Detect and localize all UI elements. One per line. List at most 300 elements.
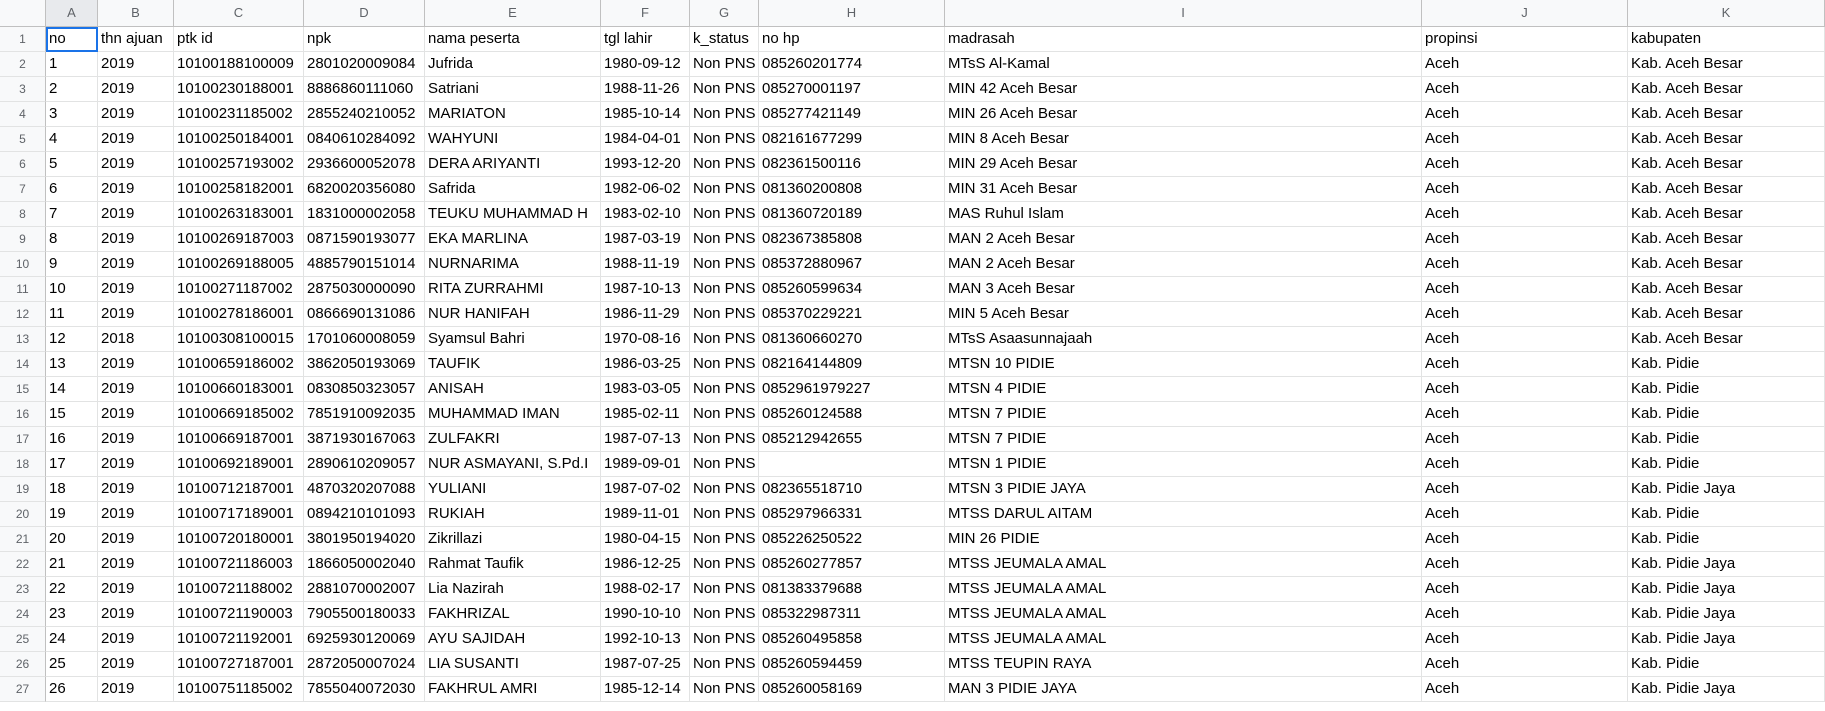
- data-cell[interactable]: 085212942655: [759, 427, 945, 452]
- data-cell[interactable]: 1701060008059: [304, 327, 425, 352]
- data-cell[interactable]: 10100231185002: [174, 102, 304, 127]
- data-cell[interactable]: Aceh: [1422, 502, 1628, 527]
- data-cell[interactable]: 1993-12-20: [601, 152, 690, 177]
- row-number[interactable]: 15: [0, 377, 46, 402]
- data-cell[interactable]: Kab. Pidie: [1628, 527, 1825, 552]
- data-cell[interactable]: Satriani: [425, 77, 601, 102]
- data-cell[interactable]: 2881070002007: [304, 577, 425, 602]
- data-cell[interactable]: Non PNS: [690, 152, 759, 177]
- data-cell[interactable]: NUR HANIFAH: [425, 302, 601, 327]
- data-cell[interactable]: MIN 26 PIDIE: [945, 527, 1422, 552]
- row-number[interactable]: 9: [0, 227, 46, 252]
- data-cell[interactable]: Jufrida: [425, 52, 601, 77]
- row-number[interactable]: 26: [0, 652, 46, 677]
- data-cell[interactable]: 26: [46, 677, 98, 702]
- data-cell[interactable]: EKA MARLINA: [425, 227, 601, 252]
- data-cell[interactable]: Non PNS: [690, 177, 759, 202]
- data-cell[interactable]: 4870320207088: [304, 477, 425, 502]
- data-cell[interactable]: AYU SAJIDAH: [425, 627, 601, 652]
- data-cell[interactable]: MTSN 1 PIDIE: [945, 452, 1422, 477]
- data-cell[interactable]: 1985-10-14: [601, 102, 690, 127]
- column-header-j[interactable]: J: [1422, 0, 1628, 27]
- data-cell[interactable]: Kab. Pidie: [1628, 377, 1825, 402]
- data-cell[interactable]: Non PNS: [690, 277, 759, 302]
- data-cell[interactable]: 7851910092035: [304, 402, 425, 427]
- data-cell[interactable]: 10100721186003: [174, 552, 304, 577]
- data-cell[interactable]: Non PNS: [690, 227, 759, 252]
- data-cell[interactable]: 3862050193069: [304, 352, 425, 377]
- data-cell[interactable]: 6: [46, 177, 98, 202]
- row-number[interactable]: 27: [0, 677, 46, 702]
- data-cell[interactable]: Kab. Aceh Besar: [1628, 252, 1825, 277]
- data-cell[interactable]: 10100669187001: [174, 427, 304, 452]
- data-cell[interactable]: Kab. Aceh Besar: [1628, 77, 1825, 102]
- data-cell[interactable]: 10100660183001: [174, 377, 304, 402]
- data-cell[interactable]: 085372880967: [759, 252, 945, 277]
- data-cell[interactable]: MTSS TEUPIN RAYA: [945, 652, 1422, 677]
- data-cell[interactable]: 1987-10-13: [601, 277, 690, 302]
- data-cell[interactable]: MARIATON: [425, 102, 601, 127]
- data-cell[interactable]: 2019: [98, 302, 174, 327]
- data-cell[interactable]: 1986-03-25: [601, 352, 690, 377]
- row-number[interactable]: 6: [0, 152, 46, 177]
- data-cell[interactable]: 1980-09-12: [601, 52, 690, 77]
- data-cell[interactable]: MIN 29 Aceh Besar: [945, 152, 1422, 177]
- data-cell[interactable]: 10100250184001: [174, 127, 304, 152]
- data-cell[interactable]: MTSN 7 PIDIE: [945, 427, 1422, 452]
- row-number[interactable]: 4: [0, 102, 46, 127]
- row-number[interactable]: 17: [0, 427, 46, 452]
- data-cell[interactable]: Non PNS: [690, 602, 759, 627]
- data-cell[interactable]: 22: [46, 577, 98, 602]
- data-cell[interactable]: Aceh: [1422, 102, 1628, 127]
- data-cell[interactable]: 2872050007024: [304, 652, 425, 677]
- row-number[interactable]: 7: [0, 177, 46, 202]
- data-cell[interactable]: 3801950194020: [304, 527, 425, 552]
- data-cell[interactable]: 0894210101093: [304, 502, 425, 527]
- data-cell[interactable]: 10100269188005: [174, 252, 304, 277]
- row-number[interactable]: 24: [0, 602, 46, 627]
- data-cell[interactable]: 10100692189001: [174, 452, 304, 477]
- row-number[interactable]: 18: [0, 452, 46, 477]
- data-cell[interactable]: MUHAMMAD IMAN: [425, 402, 601, 427]
- data-cell[interactable]: MAN 2 Aceh Besar: [945, 252, 1422, 277]
- data-cell[interactable]: 1988-11-26: [601, 77, 690, 102]
- data-cell[interactable]: 10100230188001: [174, 77, 304, 102]
- data-cell[interactable]: Kab. Aceh Besar: [1628, 52, 1825, 77]
- data-cell[interactable]: Lia Nazirah: [425, 577, 601, 602]
- row-number[interactable]: 25: [0, 627, 46, 652]
- column-title-cell[interactable]: npk: [304, 27, 425, 52]
- row-number[interactable]: 8: [0, 202, 46, 227]
- column-title-cell[interactable]: k_status: [690, 27, 759, 52]
- data-cell[interactable]: Aceh: [1422, 127, 1628, 152]
- data-cell[interactable]: 10: [46, 277, 98, 302]
- data-cell[interactable]: 082365518710: [759, 477, 945, 502]
- column-header-b[interactable]: B: [98, 0, 174, 27]
- data-cell[interactable]: Kab. Pidie Jaya: [1628, 477, 1825, 502]
- data-cell[interactable]: Kab. Pidie: [1628, 452, 1825, 477]
- data-cell[interactable]: 2855240210052: [304, 102, 425, 127]
- column-header-c[interactable]: C: [174, 0, 304, 27]
- data-cell[interactable]: Non PNS: [690, 477, 759, 502]
- data-cell[interactable]: Non PNS: [690, 527, 759, 552]
- data-cell[interactable]: 082164144809: [759, 352, 945, 377]
- data-cell[interactable]: MAN 3 PIDIE JAYA: [945, 677, 1422, 702]
- data-cell[interactable]: 1988-02-17: [601, 577, 690, 602]
- data-cell[interactable]: 085297966331: [759, 502, 945, 527]
- column-title-cell[interactable]: tgl lahir: [601, 27, 690, 52]
- data-cell[interactable]: Rahmat Taufik: [425, 552, 601, 577]
- data-cell[interactable]: MTSS JEUMALA AMAL: [945, 602, 1422, 627]
- row-number[interactable]: 16: [0, 402, 46, 427]
- data-cell[interactable]: 1987-07-13: [601, 427, 690, 452]
- data-cell[interactable]: 1987-07-02: [601, 477, 690, 502]
- row-number[interactable]: 10: [0, 252, 46, 277]
- data-cell[interactable]: Aceh: [1422, 402, 1628, 427]
- data-cell[interactable]: 9: [46, 252, 98, 277]
- data-cell[interactable]: RITA ZURRAHMI: [425, 277, 601, 302]
- data-cell[interactable]: Syamsul Bahri: [425, 327, 601, 352]
- data-cell[interactable]: Kab. Pidie Jaya: [1628, 677, 1825, 702]
- data-cell[interactable]: 1989-11-01: [601, 502, 690, 527]
- data-cell[interactable]: 1986-12-25: [601, 552, 690, 577]
- data-cell[interactable]: Non PNS: [690, 302, 759, 327]
- data-cell[interactable]: 2019: [98, 452, 174, 477]
- data-cell[interactable]: MTSS JEUMALA AMAL: [945, 577, 1422, 602]
- data-cell[interactable]: RUKIAH: [425, 502, 601, 527]
- data-cell[interactable]: 17: [46, 452, 98, 477]
- data-cell[interactable]: Non PNS: [690, 502, 759, 527]
- column-title-cell[interactable]: propinsi: [1422, 27, 1628, 52]
- data-cell[interactable]: FAKHRIZAL: [425, 602, 601, 627]
- data-cell[interactable]: 085370229221: [759, 302, 945, 327]
- data-cell[interactable]: 25: [46, 652, 98, 677]
- data-cell[interactable]: 081383379688: [759, 577, 945, 602]
- row-number[interactable]: 22: [0, 552, 46, 577]
- data-cell[interactable]: Non PNS: [690, 327, 759, 352]
- data-cell[interactable]: 10100308100015: [174, 327, 304, 352]
- data-cell[interactable]: 10100257193002: [174, 152, 304, 177]
- data-cell[interactable]: Aceh: [1422, 427, 1628, 452]
- data-cell[interactable]: Aceh: [1422, 202, 1628, 227]
- data-cell[interactable]: 2019: [98, 127, 174, 152]
- row-number[interactable]: 3: [0, 77, 46, 102]
- data-cell[interactable]: 15: [46, 402, 98, 427]
- data-cell[interactable]: 6820020356080: [304, 177, 425, 202]
- data-cell[interactable]: 16: [46, 427, 98, 452]
- data-cell[interactable]: 10100720180001: [174, 527, 304, 552]
- data-cell[interactable]: Kab. Aceh Besar: [1628, 227, 1825, 252]
- data-cell[interactable]: 2: [46, 77, 98, 102]
- data-cell[interactable]: 18: [46, 477, 98, 502]
- data-cell[interactable]: 10100278186001: [174, 302, 304, 327]
- row-number[interactable]: 23: [0, 577, 46, 602]
- column-title-cell[interactable]: ptk id: [174, 27, 304, 52]
- data-cell[interactable]: Aceh: [1422, 652, 1628, 677]
- data-cell[interactable]: 2875030000090: [304, 277, 425, 302]
- data-cell[interactable]: 10100188100009: [174, 52, 304, 77]
- data-cell[interactable]: 085260599634: [759, 277, 945, 302]
- data-cell[interactable]: 10100721188002: [174, 577, 304, 602]
- data-cell[interactable]: Aceh: [1422, 377, 1628, 402]
- data-cell[interactable]: 085260277857: [759, 552, 945, 577]
- data-cell[interactable]: 1970-08-16: [601, 327, 690, 352]
- data-cell[interactable]: 082367385808: [759, 227, 945, 252]
- data-cell[interactable]: 24: [46, 627, 98, 652]
- data-cell[interactable]: Kab. Aceh Besar: [1628, 302, 1825, 327]
- data-cell[interactable]: MIN 26 Aceh Besar: [945, 102, 1422, 127]
- data-cell[interactable]: 4: [46, 127, 98, 152]
- column-header-e[interactable]: E: [425, 0, 601, 27]
- data-cell[interactable]: 20: [46, 527, 98, 552]
- data-cell[interactable]: 10100258182001: [174, 177, 304, 202]
- data-cell[interactable]: 10100751185002: [174, 677, 304, 702]
- data-cell[interactable]: Kab. Pidie Jaya: [1628, 552, 1825, 577]
- data-cell[interactable]: Aceh: [1422, 252, 1628, 277]
- data-cell[interactable]: Aceh: [1422, 52, 1628, 77]
- data-cell[interactable]: 23: [46, 602, 98, 627]
- data-cell[interactable]: 085260201774: [759, 52, 945, 77]
- data-cell[interactable]: Non PNS: [690, 577, 759, 602]
- data-cell[interactable]: 1985-02-11: [601, 402, 690, 427]
- data-cell[interactable]: 10100659186002: [174, 352, 304, 377]
- data-cell[interactable]: LIA SUSANTI: [425, 652, 601, 677]
- data-cell[interactable]: 0840610284092: [304, 127, 425, 152]
- column-header-f[interactable]: F: [601, 0, 690, 27]
- data-cell[interactable]: Aceh: [1422, 77, 1628, 102]
- data-cell[interactable]: Kab. Aceh Besar: [1628, 127, 1825, 152]
- data-cell[interactable]: Kab. Pidie Jaya: [1628, 577, 1825, 602]
- data-cell[interactable]: 081360200808: [759, 177, 945, 202]
- data-cell[interactable]: MTSS JEUMALA AMAL: [945, 627, 1422, 652]
- column-header-g[interactable]: G: [690, 0, 759, 27]
- data-cell[interactable]: 082161677299: [759, 127, 945, 152]
- column-header-i[interactable]: I: [945, 0, 1422, 27]
- data-cell[interactable]: 2019: [98, 252, 174, 277]
- data-cell[interactable]: Aceh: [1422, 677, 1628, 702]
- data-cell[interactable]: Non PNS: [690, 552, 759, 577]
- data-cell[interactable]: Non PNS: [690, 252, 759, 277]
- data-cell[interactable]: Kab. Aceh Besar: [1628, 202, 1825, 227]
- data-cell[interactable]: 11: [46, 302, 98, 327]
- data-cell[interactable]: 10100717189001: [174, 502, 304, 527]
- data-cell[interactable]: Non PNS: [690, 652, 759, 677]
- row-number[interactable]: 12: [0, 302, 46, 327]
- data-cell[interactable]: 7905500180033: [304, 602, 425, 627]
- data-cell[interactable]: 2019: [98, 677, 174, 702]
- row-number[interactable]: 21: [0, 527, 46, 552]
- data-cell[interactable]: 0866690131086: [304, 302, 425, 327]
- row-number[interactable]: 19: [0, 477, 46, 502]
- column-header-k[interactable]: K: [1628, 0, 1825, 27]
- data-cell[interactable]: 14: [46, 377, 98, 402]
- data-cell[interactable]: 3: [46, 102, 98, 127]
- data-cell[interactable]: 1831000002058: [304, 202, 425, 227]
- row-number[interactable]: 14: [0, 352, 46, 377]
- data-cell[interactable]: Kab. Pidie: [1628, 402, 1825, 427]
- data-cell[interactable]: [759, 452, 945, 477]
- column-title-cell[interactable]: kabupaten: [1628, 27, 1825, 52]
- data-cell[interactable]: 1980-04-15: [601, 527, 690, 552]
- data-cell[interactable]: Aceh: [1422, 577, 1628, 602]
- data-cell[interactable]: 0852961979227: [759, 377, 945, 402]
- data-cell[interactable]: Kab. Aceh Besar: [1628, 102, 1825, 127]
- data-cell[interactable]: MIN 42 Aceh Besar: [945, 77, 1422, 102]
- data-cell[interactable]: MTSN 7 PIDIE: [945, 402, 1422, 427]
- data-cell[interactable]: Non PNS: [690, 102, 759, 127]
- data-cell[interactable]: 1: [46, 52, 98, 77]
- data-cell[interactable]: ZULFAKRI: [425, 427, 601, 452]
- data-cell[interactable]: Aceh: [1422, 277, 1628, 302]
- data-cell[interactable]: 21: [46, 552, 98, 577]
- column-title-cell[interactable]: no: [46, 27, 98, 52]
- data-cell[interactable]: 8886860111060: [304, 77, 425, 102]
- select-all-corner[interactable]: [0, 0, 46, 27]
- data-cell[interactable]: Non PNS: [690, 77, 759, 102]
- data-cell[interactable]: Non PNS: [690, 677, 759, 702]
- data-cell[interactable]: MTsS Al-Kamal: [945, 52, 1422, 77]
- data-cell[interactable]: 2019: [98, 577, 174, 602]
- data-cell[interactable]: 10100712187001: [174, 477, 304, 502]
- data-cell[interactable]: 081360720189: [759, 202, 945, 227]
- data-cell[interactable]: 1992-10-13: [601, 627, 690, 652]
- data-cell[interactable]: Kab. Aceh Besar: [1628, 327, 1825, 352]
- data-cell[interactable]: MIN 31 Aceh Besar: [945, 177, 1422, 202]
- row-number[interactable]: 13: [0, 327, 46, 352]
- data-cell[interactable]: 5: [46, 152, 98, 177]
- data-cell[interactable]: 085322987311: [759, 602, 945, 627]
- data-cell[interactable]: MIN 5 Aceh Besar: [945, 302, 1422, 327]
- data-cell[interactable]: 10100271187002: [174, 277, 304, 302]
- data-cell[interactable]: 085270001197: [759, 77, 945, 102]
- data-cell[interactable]: Kab. Pidie Jaya: [1628, 627, 1825, 652]
- data-cell[interactable]: 7: [46, 202, 98, 227]
- data-cell[interactable]: 2890610209057: [304, 452, 425, 477]
- data-cell[interactable]: 1984-04-01: [601, 127, 690, 152]
- data-cell[interactable]: Kab. Aceh Besar: [1628, 152, 1825, 177]
- data-cell[interactable]: MTSN 3 PIDIE JAYA: [945, 477, 1422, 502]
- data-cell[interactable]: 2019: [98, 402, 174, 427]
- row-number[interactable]: 20: [0, 502, 46, 527]
- data-cell[interactable]: MTSS JEUMALA AMAL: [945, 552, 1422, 577]
- data-cell[interactable]: 1982-06-02: [601, 177, 690, 202]
- data-cell[interactable]: Zikrillazi: [425, 527, 601, 552]
- data-cell[interactable]: 1986-11-29: [601, 302, 690, 327]
- data-cell[interactable]: 085260495858: [759, 627, 945, 652]
- data-cell[interactable]: 2019: [98, 527, 174, 552]
- column-header-d[interactable]: D: [304, 0, 425, 27]
- data-cell[interactable]: Kab. Aceh Besar: [1628, 277, 1825, 302]
- data-cell[interactable]: Aceh: [1422, 602, 1628, 627]
- data-cell[interactable]: 2019: [98, 202, 174, 227]
- data-cell[interactable]: 0871590193077: [304, 227, 425, 252]
- data-cell[interactable]: Non PNS: [690, 377, 759, 402]
- data-cell[interactable]: 085277421149: [759, 102, 945, 127]
- data-cell[interactable]: MAN 2 Aceh Besar: [945, 227, 1422, 252]
- data-cell[interactable]: MTSN 10 PIDIE: [945, 352, 1422, 377]
- data-cell[interactable]: NURNARIMA: [425, 252, 601, 277]
- row-number[interactable]: 2: [0, 52, 46, 77]
- data-cell[interactable]: 1987-07-25: [601, 652, 690, 677]
- row-number[interactable]: 5: [0, 127, 46, 152]
- data-cell[interactable]: YULIANI: [425, 477, 601, 502]
- data-cell[interactable]: 19: [46, 502, 98, 527]
- data-cell[interactable]: 10100721190003: [174, 602, 304, 627]
- data-cell[interactable]: 10100721192001: [174, 627, 304, 652]
- data-cell[interactable]: 2019: [98, 377, 174, 402]
- data-cell[interactable]: 2019: [98, 277, 174, 302]
- data-cell[interactable]: 2019: [98, 552, 174, 577]
- row-number[interactable]: 1: [0, 27, 46, 52]
- data-cell[interactable]: 6925930120069: [304, 627, 425, 652]
- data-cell[interactable]: 1866050002040: [304, 552, 425, 577]
- row-number[interactable]: 11: [0, 277, 46, 302]
- data-cell[interactable]: 1983-03-05: [601, 377, 690, 402]
- data-cell[interactable]: 2019: [98, 502, 174, 527]
- data-cell[interactable]: 2019: [98, 52, 174, 77]
- data-cell[interactable]: TEUKU MUHAMMAD H: [425, 202, 601, 227]
- data-cell[interactable]: 10100669185002: [174, 402, 304, 427]
- data-cell[interactable]: MTSS DARUL AITAM: [945, 502, 1422, 527]
- data-cell[interactable]: Aceh: [1422, 352, 1628, 377]
- data-cell[interactable]: Safrida: [425, 177, 601, 202]
- data-cell[interactable]: 085260058169: [759, 677, 945, 702]
- column-title-cell[interactable]: thn ajuan: [98, 27, 174, 52]
- data-cell[interactable]: NUR ASMAYANI, S.Pd.I: [425, 452, 601, 477]
- data-cell[interactable]: 2019: [98, 627, 174, 652]
- column-header-h[interactable]: H: [759, 0, 945, 27]
- data-cell[interactable]: 1989-09-01: [601, 452, 690, 477]
- data-cell[interactable]: Aceh: [1422, 327, 1628, 352]
- data-cell[interactable]: 2019: [98, 427, 174, 452]
- data-cell[interactable]: Aceh: [1422, 627, 1628, 652]
- data-cell[interactable]: Non PNS: [690, 452, 759, 477]
- data-cell[interactable]: 10100269187003: [174, 227, 304, 252]
- data-cell[interactable]: Kab. Aceh Besar: [1628, 177, 1825, 202]
- data-cell[interactable]: MIN 8 Aceh Besar: [945, 127, 1422, 152]
- data-cell[interactable]: DERA ARIYANTI: [425, 152, 601, 177]
- data-cell[interactable]: 13: [46, 352, 98, 377]
- data-cell[interactable]: 082361500116: [759, 152, 945, 177]
- column-title-cell[interactable]: no hp: [759, 27, 945, 52]
- data-cell[interactable]: 2936600052078: [304, 152, 425, 177]
- data-cell[interactable]: Non PNS: [690, 52, 759, 77]
- data-cell[interactable]: Kab. Pidie: [1628, 652, 1825, 677]
- data-cell[interactable]: 2019: [98, 152, 174, 177]
- data-cell[interactable]: Aceh: [1422, 302, 1628, 327]
- data-cell[interactable]: 2019: [98, 77, 174, 102]
- data-cell[interactable]: Non PNS: [690, 352, 759, 377]
- data-cell[interactable]: ANISAH: [425, 377, 601, 402]
- data-cell[interactable]: Non PNS: [690, 427, 759, 452]
- column-title-cell[interactable]: nama peserta: [425, 27, 601, 52]
- data-cell[interactable]: Kab. Pidie: [1628, 502, 1825, 527]
- data-cell[interactable]: Aceh: [1422, 527, 1628, 552]
- data-cell[interactable]: 1985-12-14: [601, 677, 690, 702]
- data-cell[interactable]: WAHYUNI: [425, 127, 601, 152]
- column-header-a[interactable]: A: [46, 0, 98, 27]
- data-cell[interactable]: Aceh: [1422, 177, 1628, 202]
- data-cell[interactable]: 8: [46, 227, 98, 252]
- data-cell[interactable]: Non PNS: [690, 127, 759, 152]
- data-cell[interactable]: FAKHRUL AMRI: [425, 677, 601, 702]
- data-cell[interactable]: Aceh: [1422, 227, 1628, 252]
- data-cell[interactable]: Kab. Pidie: [1628, 352, 1825, 377]
- data-cell[interactable]: 2019: [98, 102, 174, 127]
- data-cell[interactable]: MTsS Asaasunnajaah: [945, 327, 1422, 352]
- data-cell[interactable]: Non PNS: [690, 402, 759, 427]
